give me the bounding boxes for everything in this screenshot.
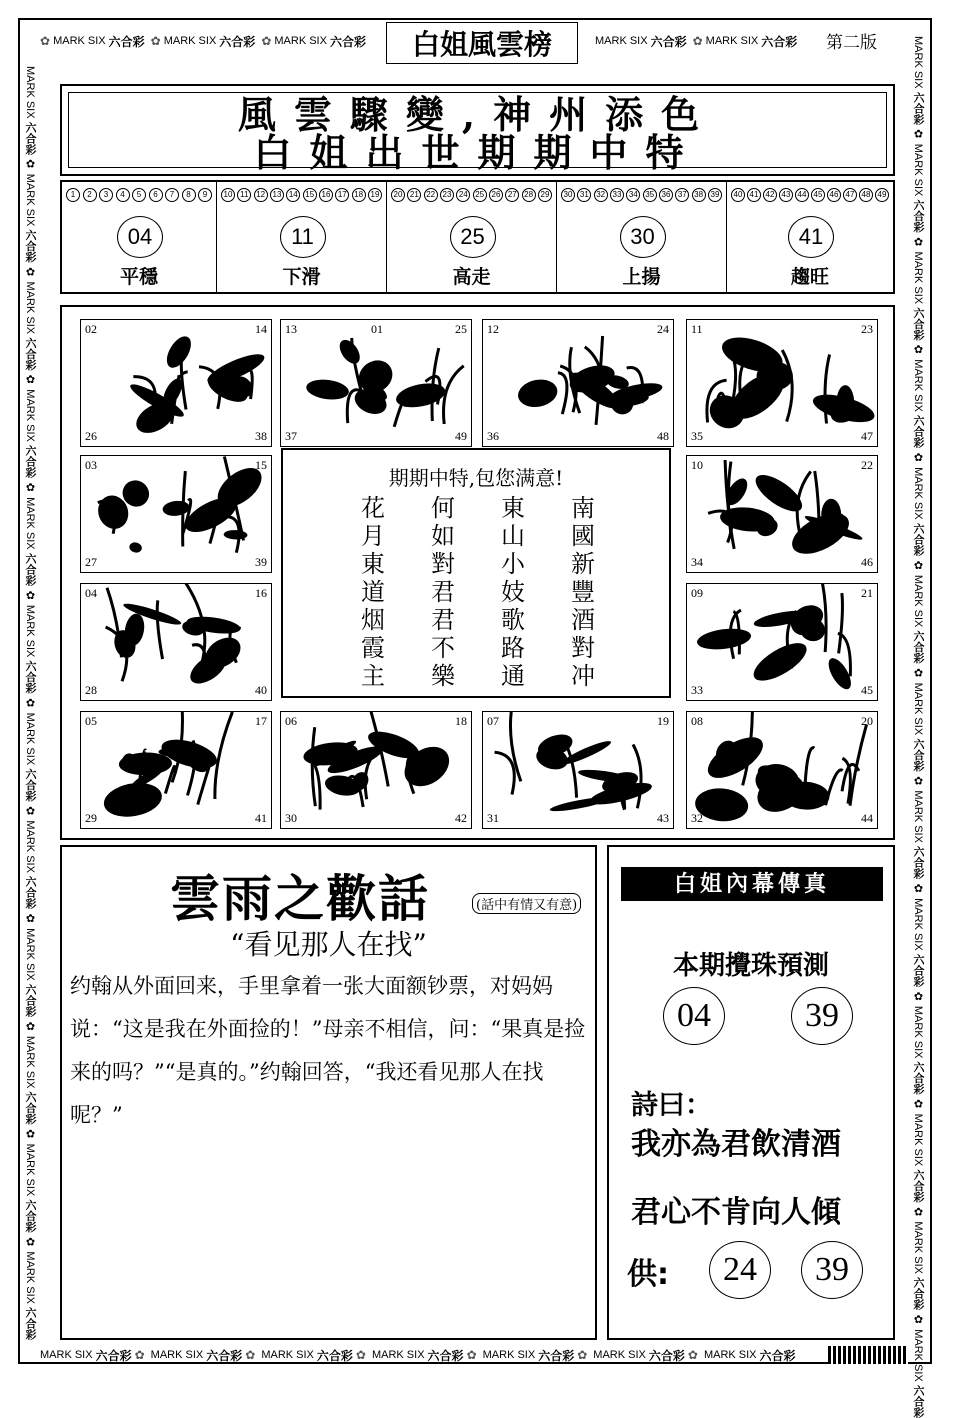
poem-line: 我亦為君飲清酒 [631, 1127, 841, 1162]
tips-header: 白姐內幕傳真 [621, 867, 883, 901]
ball: 38 [692, 188, 706, 202]
picture-number: 35 [691, 429, 703, 443]
picture-number: 28 [85, 683, 97, 697]
story-subtitle: (話中有情又有意) [472, 893, 581, 914]
picture-number: 04 [85, 586, 97, 600]
ink-illustration [81, 320, 272, 447]
highlight-number: 25 [450, 216, 496, 258]
ball-row [221, 188, 382, 202]
headline-box [60, 84, 895, 176]
highlight-number: 04 [117, 216, 163, 258]
poem-char: 豐 [571, 578, 595, 606]
picture-number: 42 [455, 811, 467, 825]
picture-number: 14 [255, 322, 267, 336]
poem-char: 烟 [361, 606, 385, 634]
poem-char: 妓 [501, 578, 525, 606]
poem-char: 山 [501, 522, 525, 550]
picture-number: 15 [255, 458, 267, 472]
ball: 12 [254, 188, 268, 202]
watermark: ✿ MARK SIX 六合彩 [261, 34, 366, 49]
watermark-strip-bottom [40, 1344, 830, 1366]
picture-number: 02 [85, 322, 97, 336]
trend-word: 趨旺 [790, 266, 829, 288]
ball: 17 [335, 188, 349, 202]
watermark: MARK SIX 六合彩 ✿ [40, 1348, 145, 1363]
number-column [62, 182, 217, 292]
zodiac-picture [280, 711, 472, 829]
ball: 39 [708, 188, 722, 202]
barcode-scribble [828, 1346, 908, 1364]
ball-row [66, 188, 212, 202]
picture-number: 41 [255, 811, 267, 825]
headline-inner [68, 92, 887, 175]
picture-number: 12 [487, 322, 499, 336]
poem-char: 君 [431, 578, 455, 606]
ball: 7 [165, 188, 179, 202]
ink-illustration [81, 712, 272, 829]
ink-illustration [81, 456, 272, 573]
picture-number: 18 [455, 714, 467, 728]
headline-line-1: 風雲驟變,神州添色 [237, 92, 718, 137]
picture-number: 10 [691, 458, 703, 472]
ball: 5 [132, 188, 146, 202]
ball: 46 [827, 188, 841, 202]
ball: 11 [237, 188, 251, 202]
zodiac-picture [686, 583, 878, 701]
ball: 21 [407, 188, 421, 202]
poem-char: 月 [361, 522, 385, 550]
ball: 20 [391, 188, 405, 202]
watermark: MARK SIX 六合彩 ✿ [593, 1348, 698, 1363]
picture-number: 47 [861, 429, 873, 443]
prediction-label: 本期攪珠預測 [672, 951, 829, 981]
ink-illustration [687, 712, 878, 829]
ball: 10 [221, 188, 235, 202]
ball: 49 [875, 188, 889, 202]
ball: 15 [303, 188, 317, 202]
ball-row [391, 188, 552, 202]
poem-char: 東 [501, 494, 525, 522]
watermark: MARK SIX 六合彩 [595, 34, 687, 49]
picture-number: 20 [861, 714, 873, 728]
ball: 23 [440, 188, 454, 202]
zodiac-picture [80, 583, 272, 701]
ball: 34 [626, 188, 640, 202]
picture-number: 22 [861, 458, 873, 472]
gong-number: 24 [709, 1241, 771, 1299]
picture-number: 32 [691, 811, 703, 825]
picture-number: 38 [255, 429, 267, 443]
watermark-strip-right [910, 30, 926, 1418]
picture-number: 06 [285, 714, 297, 728]
picture-number: 17 [255, 714, 267, 728]
poem-char: 對 [571, 634, 595, 662]
watermark: MARK SIX 六合彩 ✿ [261, 1348, 366, 1363]
ball: 44 [795, 188, 809, 202]
headline-line-2: 白姐出世期期中特 [253, 130, 702, 175]
poem-char: 道 [361, 578, 385, 606]
poem-char: 君 [431, 606, 455, 634]
ball: 28 [522, 188, 536, 202]
ball: 18 [352, 188, 366, 202]
poem-char: 歌 [501, 606, 525, 634]
gong-label: 供: [627, 1257, 669, 1292]
ball-row [561, 188, 722, 202]
poem-char: 東 [361, 550, 385, 578]
zodiac-picture [80, 455, 272, 573]
trend-word: 下滑 [282, 266, 321, 288]
watermark: MARK SIX 六合彩 ✿ MARK SIX 六合彩 ✿ MARK SIX 六合彩 ✿ MARK SIX 六合彩 ✿ MARK SIX 六合彩 ✿ MARK SIX 六合彩 ✿ MARK SIX 六合彩 ✿ MARK SIX 六合彩 ✿ MARK SIX 六合彩 ✿ MARK SIX 六合彩 ✿ MARK SIX 六合彩 ✿ MARK SIX 六合彩 [24, 66, 36, 1341]
ball: 6 [149, 188, 163, 202]
number-column [217, 182, 387, 292]
poem-char: 霞 [361, 634, 385, 662]
ball: 32 [594, 188, 608, 202]
ink-illustration [687, 584, 878, 701]
picture-number: 08 [691, 714, 703, 728]
ball: 25 [473, 188, 487, 202]
highlight-number: 41 [788, 216, 834, 258]
flower-icon: ✿ [40, 34, 51, 48]
ball: 47 [843, 188, 857, 202]
poem-char: 酒 [571, 606, 595, 634]
picture-number: 48 [657, 429, 669, 443]
watermark: MARK SIX 六合彩 ✿ [371, 1348, 477, 1363]
ball: 29 [538, 188, 552, 202]
highlight-number: 30 [620, 216, 666, 258]
poem-char: 國 [571, 522, 595, 550]
gong-number: 39 [801, 1241, 863, 1299]
poem-char: 主 [361, 662, 385, 690]
picture-number: 19 [657, 714, 669, 728]
number-strip [60, 180, 895, 294]
trend-word: 平穩 [119, 266, 158, 288]
number-column [557, 182, 727, 292]
ball: 27 [505, 188, 519, 202]
watermark: ✿ MARK SIX 六合彩 [150, 34, 256, 49]
center-poem-box [281, 448, 671, 698]
story-title: 雲雨之歡話 [170, 869, 430, 928]
poem-char: 花 [361, 494, 385, 522]
picture-number: 05 [85, 714, 97, 728]
zodiac-picture [482, 711, 674, 829]
watermark: ✿ MARK SIX 六合彩 [692, 34, 798, 49]
story-body: 约翰从外面回来，手里拿着一张大面额钞票，对妈妈说：“这是我在外面捡的！”母亲不相信，问：“果真是捡来的吗？”“是真的。”约翰回答，“我还看见那人在找呢？” [70, 974, 586, 1127]
number-column [387, 182, 557, 292]
picture-number: 40 [255, 683, 267, 697]
flower-icon: ✿ [150, 34, 161, 48]
ink-illustration [483, 712, 674, 829]
ball: 14 [286, 188, 300, 202]
picture-number: 46 [861, 555, 873, 569]
poem-char: 何 [431, 494, 455, 522]
picture-number: 33 [691, 683, 703, 697]
picture-number: 01 [371, 322, 383, 336]
ball: 35 [643, 188, 657, 202]
flower-icon: ✿ [261, 34, 272, 48]
picture-number: 23 [861, 322, 873, 336]
ball: 36 [659, 188, 673, 202]
ball: 41 [747, 188, 761, 202]
trend-word: 高走 [452, 266, 491, 288]
picture-number: 34 [691, 555, 703, 569]
ball: 31 [577, 188, 591, 202]
poem-char: 對 [431, 550, 455, 578]
picture-number: 07 [487, 714, 499, 728]
picture-number: 45 [861, 683, 873, 697]
picture-number: 13 [285, 322, 297, 336]
watermark: MARK SIX 六合彩 ✿ [150, 1348, 256, 1363]
picture-number: 31 [487, 811, 499, 825]
tips-box [607, 845, 895, 1340]
poem-char: 冲 [571, 662, 595, 690]
ball: 9 [198, 188, 212, 202]
prediction-number: 04 [663, 987, 725, 1045]
picture-number: 39 [255, 555, 267, 569]
zodiac-picture [80, 319, 272, 447]
watermark: MARK SIX 六合彩 [703, 1348, 796, 1363]
picture-number: 36 [487, 429, 499, 443]
ball: 30 [561, 188, 575, 202]
flower-icon: ✿ [692, 34, 703, 48]
ball-row [731, 188, 889, 202]
poem-char: 樂 [431, 662, 455, 690]
ball: 33 [610, 188, 624, 202]
watermark: ✿ MARK SIX 六合彩 [40, 34, 145, 49]
story-box [60, 845, 597, 1340]
ball: 4 [116, 188, 130, 202]
ink-illustration [483, 320, 674, 447]
page-title: 白姐風雲榜 [386, 22, 578, 64]
zodiac-picture [686, 711, 878, 829]
picture-number: 30 [285, 811, 297, 825]
picture-number: 11 [691, 322, 703, 336]
ball: 1 [66, 188, 80, 202]
picture-number: 26 [85, 429, 97, 443]
picture-number: 29 [85, 811, 97, 825]
ink-illustration [687, 320, 878, 447]
ball: 24 [456, 188, 470, 202]
ball: 16 [319, 188, 333, 202]
ball: 43 [779, 188, 793, 202]
ball: 40 [731, 188, 745, 202]
ink-illustration [687, 456, 878, 573]
poem-char: 新 [571, 550, 595, 578]
poem-char: 不 [431, 634, 455, 662]
picture-number: 37 [285, 429, 297, 443]
poem-line: 君心不肯向人傾 [631, 1195, 841, 1230]
ball: 3 [99, 188, 113, 202]
picture-number: 03 [85, 458, 97, 472]
zodiac-picture [482, 319, 674, 447]
ball: 45 [811, 188, 825, 202]
zodiac-picture [80, 711, 272, 829]
ball: 2 [83, 188, 97, 202]
picture-number: 43 [657, 811, 669, 825]
picture-number: 49 [455, 429, 467, 443]
picture-number: 24 [657, 322, 669, 336]
center-poem-grid [338, 494, 618, 690]
prediction-number: 39 [791, 987, 853, 1045]
center-poem-title: 期期中特,包您满意! [388, 466, 564, 490]
poem-char: 小 [501, 550, 525, 578]
zodiac-picture [280, 319, 472, 447]
ink-illustration [281, 320, 472, 447]
ink-illustration [81, 584, 272, 701]
picture-number: 44 [861, 811, 873, 825]
ball: 19 [368, 188, 382, 202]
ball: 13 [270, 188, 284, 202]
poem-char: 通 [501, 662, 525, 690]
picture-number: 27 [85, 555, 97, 569]
trend-word: 上揚 [622, 266, 661, 288]
picture-number: 21 [861, 586, 873, 600]
ball: 22 [424, 188, 438, 202]
ball: 37 [675, 188, 689, 202]
watermark-strip-left [22, 60, 38, 1340]
picture-number: 09 [691, 586, 703, 600]
watermark: MARK SIX 六合彩 ✿ MARK SIX 六合彩 ✿ MARK SIX 六合彩 ✿ MARK SIX 六合彩 ✿ MARK SIX 六合彩 ✿ MARK SIX 六合彩 ✿ MARK SIX 六合彩 ✿ MARK SIX 六合彩 ✿ MARK SIX 六合彩 ✿ MARK SIX 六合彩 ✿ MARK SIX 六合彩 ✿ MARK SIX 六合彩 ✿ MARK SIX 六合彩 [912, 36, 924, 1418]
ball: 48 [859, 188, 873, 202]
zodiac-picture [686, 319, 878, 447]
ball: 26 [489, 188, 503, 202]
poem-char: 路 [501, 634, 525, 662]
watermark-strip-top-right [595, 30, 815, 52]
number-column [727, 182, 893, 292]
ink-illustration [281, 712, 472, 829]
highlight-number: 11 [280, 216, 326, 258]
story-quote: “看见那人在找” [230, 928, 427, 961]
poem-label: 詩曰： [631, 1090, 712, 1121]
zodiac-picture [686, 455, 878, 573]
poem-char: 南 [571, 494, 595, 522]
picture-number: 25 [455, 322, 467, 336]
ball: 42 [763, 188, 777, 202]
watermark: MARK SIX 六合彩 ✿ [482, 1348, 588, 1363]
edition-label: 第二版 [826, 33, 877, 53]
ball: 8 [182, 188, 196, 202]
poem-char: 如 [431, 522, 455, 550]
picture-number: 16 [255, 586, 267, 600]
